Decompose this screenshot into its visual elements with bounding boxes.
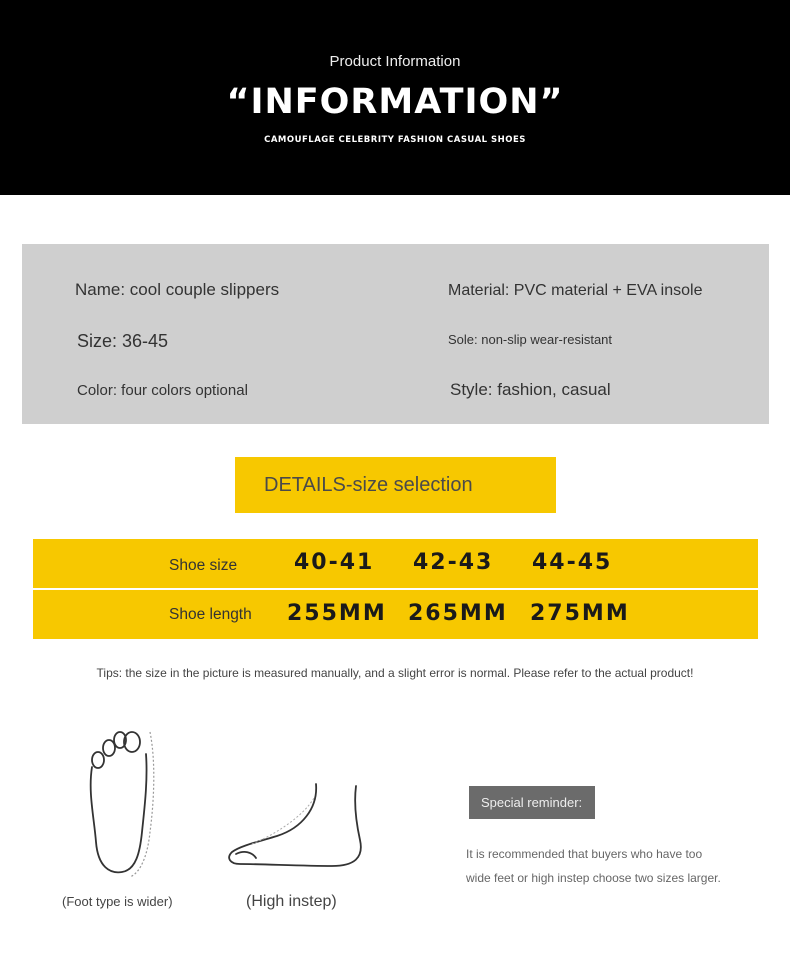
size-row-shoe-size <box>33 539 758 588</box>
product-info-box <box>22 244 769 424</box>
special-reminder-badge <box>469 786 595 819</box>
shoe-length-value: 275MM <box>530 601 630 626</box>
header-banner <box>0 0 790 195</box>
high-instep-caption: (High instep) <box>246 893 337 910</box>
shoe-length-value: 265MM <box>408 601 508 626</box>
info-color: Color: four colors optional <box>77 382 248 399</box>
details-heading <box>235 457 556 513</box>
shoe-size-value: 40-41 <box>294 550 375 575</box>
reminder-line-2: wide feet or high instep choose two sizes larger. <box>466 871 721 885</box>
size-row-shoe-length <box>33 590 758 639</box>
info-name: Name: cool couple slippers <box>75 280 280 299</box>
info-style: Style: fashion, casual <box>450 380 611 399</box>
shoe-length-value: 255MM <box>287 601 387 626</box>
wide-foot-icon <box>80 722 165 882</box>
info-size: Size: 36-45 <box>77 331 169 351</box>
wide-foot-caption: (Foot type is wider) <box>62 894 173 909</box>
tips-text: Tips: the size in the picture is measured manually, and a slight error is normal. Please refer to the actual product! <box>96 666 694 680</box>
info-material: Material: PVC material + EVA insole <box>448 282 703 299</box>
header-subtitle: Product Information <box>329 53 461 70</box>
shoe-size-label: Shoe size <box>169 557 238 574</box>
info-sole: Sole: non-slip wear-resistant <box>448 332 613 347</box>
shoe-size-value: 42-43 <box>413 550 494 575</box>
details-label: DETAILS-size selection <box>264 474 473 496</box>
header-title: “INFORMATION” <box>226 82 564 122</box>
reminder-line-1: It is recommended that buyers who have too <box>466 847 703 861</box>
high-instep-foot-icon <box>222 778 372 873</box>
shoe-length-label: Shoe length <box>169 606 252 623</box>
header-tagline: CAMOUFLAGE CELEBRITY FASHION CASUAL SHOES <box>264 135 526 145</box>
special-reminder-label: Special reminder: <box>481 795 583 810</box>
shoe-size-value: 44-45 <box>532 550 613 575</box>
